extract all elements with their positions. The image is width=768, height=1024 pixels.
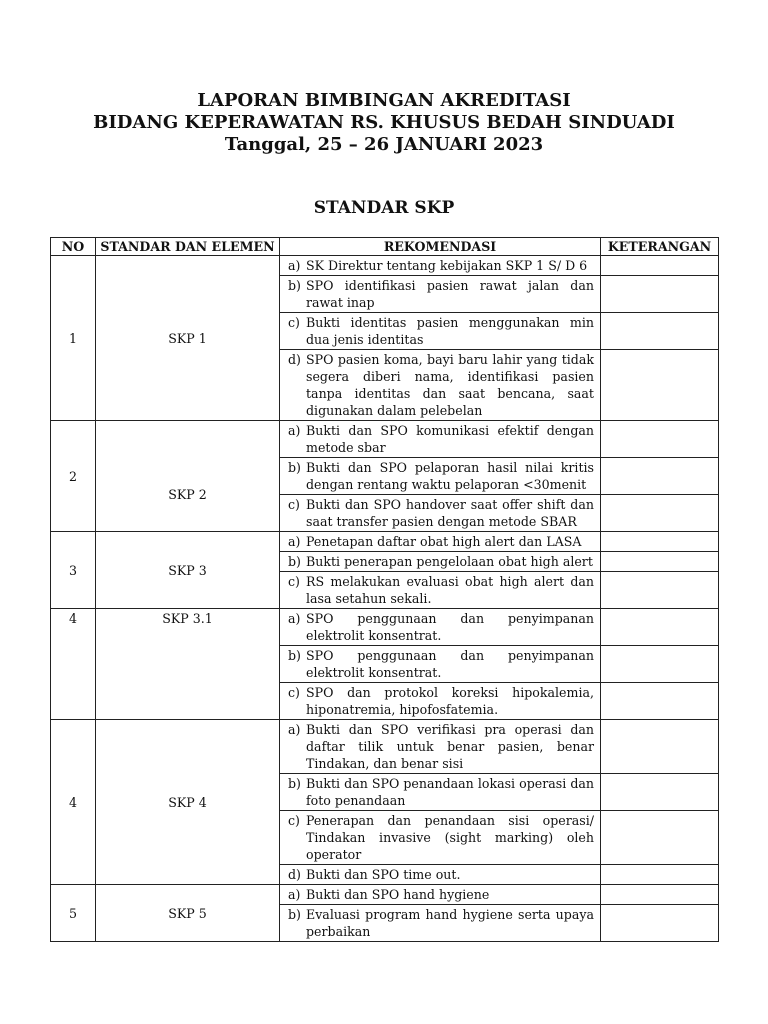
remarks-cell	[601, 609, 719, 646]
item-text: Bukti dan SPO verifikasi pra operasi dan daftar tilik untuk benar pasien, benar Tindakan, dan benar sisi	[306, 722, 594, 771]
item-label: a)	[288, 258, 301, 273]
table-header-row	[51, 238, 719, 256]
recommendation-item	[280, 572, 601, 609]
remarks-cell	[601, 256, 719, 276]
column-header-recommendation: REKOMENDASI	[280, 238, 601, 256]
item-label: b)	[288, 278, 301, 293]
recommendation-item	[280, 276, 601, 313]
item-label: c)	[288, 813, 300, 828]
recommendation-table	[50, 237, 719, 942]
item-text: Bukti dan SPO pelaporan hasil nilai kritis dengan rentang waktu pelaporan <30menit	[306, 460, 594, 492]
table-row	[51, 609, 719, 646]
standard-cell: SKP 3.1	[96, 609, 280, 720]
recommendation-item	[280, 458, 601, 495]
section-title: STANDAR SKP	[313, 198, 455, 218]
row-number: 4	[51, 720, 96, 885]
remarks-cell	[601, 495, 719, 532]
table-row	[51, 720, 719, 774]
table-row	[51, 256, 719, 276]
remarks-cell	[601, 683, 719, 720]
item-text: SK Direktur tentang kebijakan SKP 1 S/ D 6	[306, 258, 588, 273]
column-header-remarks: KETERANGAN	[601, 238, 719, 256]
remarks-cell	[601, 774, 719, 811]
recommendation-item	[280, 683, 601, 720]
remarks-cell	[601, 552, 719, 572]
recommendation-item	[280, 532, 601, 552]
item-text: Bukti penerapan pengelolaan obat high alert	[306, 554, 593, 569]
item-label: a)	[288, 722, 301, 737]
item-text: SPO dan protokol koreksi hipokalemia, hiponatremia, hipofosfatemia.	[306, 685, 594, 717]
recommendation-item	[280, 552, 601, 572]
recommendation-item	[280, 905, 601, 942]
recommendation-item	[280, 256, 601, 276]
report-department: BIDANG KEPERAWATAN RS. KHUSUS BEDAH SINDUADI	[93, 112, 675, 133]
item-label: a)	[288, 611, 301, 626]
recommendation-item	[280, 350, 601, 421]
item-label: c)	[288, 574, 300, 589]
item-text: Bukti identitas pasien menggunakan min dua jenis identitas	[306, 315, 594, 347]
item-label: b)	[288, 907, 301, 922]
remarks-cell	[601, 421, 719, 458]
remarks-cell	[601, 905, 719, 942]
remarks-cell	[601, 572, 719, 609]
item-label: a)	[288, 423, 301, 438]
report-date: Tanggal, 25 – 26 JANUARI 2023	[224, 134, 544, 155]
remarks-cell	[601, 720, 719, 774]
row-number: 1	[51, 256, 96, 421]
recommendation-item	[280, 609, 601, 646]
item-text: Bukti dan SPO penandaan lokasi operasi dan foto penandaan	[306, 776, 594, 808]
item-text: Penetapan daftar obat high alert dan LASA	[306, 534, 582, 549]
remarks-cell	[601, 276, 719, 313]
item-text: RS melakukan evaluasi obat high alert dan lasa setahun sekali.	[306, 574, 594, 606]
item-text: Penerapan dan penandaan sisi operasi/ Tindakan invasive (sight marking) oleh operator	[306, 813, 594, 862]
row-number: 2	[51, 421, 96, 532]
item-text: SPO penggunaan dan penyimpanan elektrolit konsentrat.	[306, 611, 594, 643]
remarks-cell	[601, 313, 719, 350]
item-label: d)	[288, 867, 301, 882]
table-row	[51, 532, 719, 552]
recommendation-item	[280, 885, 601, 905]
table-row	[51, 885, 719, 905]
recommendation-item	[280, 646, 601, 683]
column-header-standard: STANDAR DAN ELEMEN	[96, 238, 280, 256]
recommendation-item	[280, 313, 601, 350]
item-text: Bukti dan SPO handover saat offer shift dan saat transfer pasien dengan metode SBAR	[306, 497, 594, 529]
remarks-cell	[601, 350, 719, 421]
item-label: c)	[288, 685, 300, 700]
standard-cell: SKP 4	[96, 720, 280, 885]
item-label: c)	[288, 315, 300, 330]
item-label: d)	[288, 352, 301, 367]
row-number: 3	[51, 532, 96, 609]
recommendation-item	[280, 495, 601, 532]
item-label: a)	[288, 887, 301, 902]
row-number: 4	[51, 609, 96, 720]
recommendation-item	[280, 865, 601, 885]
item-label: b)	[288, 460, 301, 475]
item-label: b)	[288, 648, 301, 663]
remarks-cell	[601, 885, 719, 905]
remarks-cell	[601, 646, 719, 683]
item-text: SPO penggunaan dan penyimpanan elektrolit konsentrat.	[306, 648, 594, 680]
recommendation-item	[280, 421, 601, 458]
item-text: Bukti dan SPO hand hygiene	[306, 887, 490, 902]
item-text: SPO pasien koma, bayi baru lahir yang tidak segera diberi nama, identifikasi pasien tanpa identitas dan saat bencana, saat digunakan dalam pelebelan	[306, 352, 594, 418]
standard-cell: SKP 5	[96, 885, 280, 942]
standard-cell: SKP 2	[96, 421, 280, 532]
item-label: b)	[288, 554, 301, 569]
standard-cell: SKP 1	[96, 256, 280, 421]
item-text: SPO identifikasi pasien rawat jalan dan rawat inap	[306, 278, 594, 310]
item-text: Evaluasi program hand hygiene serta upaya perbaikan	[306, 907, 594, 939]
standard-cell: SKP 3	[96, 532, 280, 609]
remarks-cell	[601, 865, 719, 885]
recommendation-item	[280, 774, 601, 811]
remarks-cell	[601, 458, 719, 495]
remarks-cell	[601, 532, 719, 552]
recommendation-item	[280, 720, 601, 774]
table-row	[51, 421, 719, 458]
column-header-no: NO	[51, 238, 96, 256]
item-text: Bukti dan SPO komunikasi efektif dengan metode sbar	[306, 423, 594, 455]
row-number: 5	[51, 885, 96, 942]
item-label: c)	[288, 497, 300, 512]
item-label: b)	[288, 776, 301, 791]
report-title: LAPORAN BIMBINGAN AKREDITASI	[197, 90, 571, 111]
recommendation-item	[280, 811, 601, 865]
item-text: Bukti dan SPO time out.	[306, 867, 461, 882]
item-label: a)	[288, 534, 301, 549]
remarks-cell	[601, 811, 719, 865]
